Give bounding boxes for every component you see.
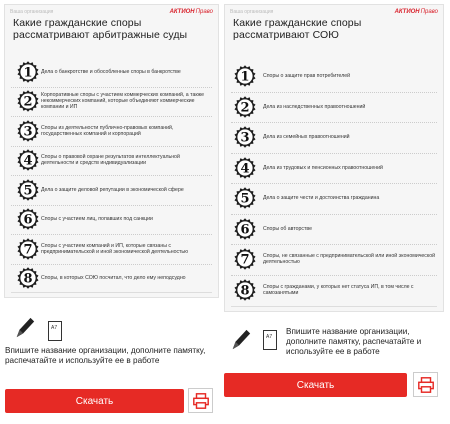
item-text: Дела из наследственных правоотношений [263, 103, 366, 110]
item-number: 2 [240, 100, 250, 116]
item-text: Споры с участием компаний и ИП, которые связаны с предпринимательской и иной экономической деятельностью [41, 242, 189, 255]
number-badge-icon [17, 208, 39, 230]
number-badge-icon [17, 179, 39, 201]
number-badge-icon [234, 65, 256, 87]
list-item [5, 205, 218, 235]
org-placeholder: Ваша организация [230, 8, 274, 15]
number-badge-icon [234, 248, 256, 270]
item-text: Корпоративные споры с участием коммерческих компаний, а также некоммерческих компаний, которые объединяют коммерческие компании и ИП [41, 91, 204, 111]
item-number: 6 [23, 212, 33, 228]
download-button[interactable]: Скачать [5, 389, 184, 413]
instruction-text: Впишите название организации, дополните памятку, распечатайте и используйте ее в работе [5, 346, 206, 365]
print-button[interactable] [413, 372, 438, 397]
pen-icon [14, 314, 36, 340]
list-item [225, 92, 443, 123]
number-badge-icon [17, 267, 39, 289]
item-number: 1 [23, 65, 33, 81]
list-item [225, 183, 443, 214]
list-item [5, 57, 218, 87]
brand-logo: АКТИОН Право [394, 8, 438, 15]
instruction-text: Впишите название организации, дополните памятку, распечатайте и используйте ее в работе [286, 327, 422, 356]
a7-sheet-icon: А7 [263, 330, 277, 350]
number-badge-icon [17, 238, 39, 260]
item-text: Споры с участием лиц, попавших под санкции [41, 216, 153, 223]
item-text: Споры с гражданами, у которых нет статуса ИП, в том числе с самозанятыми [263, 283, 414, 296]
item-number: 3 [240, 130, 250, 146]
brand-logo: АКТИОН Право [169, 8, 213, 15]
item-text: Дела из трудовых и пенсионных правоотношений [263, 164, 383, 171]
item-number: 8 [240, 283, 250, 299]
number-badge-icon [234, 126, 256, 148]
number-badge-icon [17, 61, 39, 83]
number-badge-icon [234, 96, 256, 118]
item-text: Дела о банкротстве и обособленные споры в банкротстве [41, 68, 181, 75]
item-text: Споры из деятельности публично-правовых компаний, государственных компаний и корпораций [41, 124, 174, 137]
number-badge-icon [234, 157, 256, 179]
item-text: Дела о защите деловой репутации в экономической сфере [41, 186, 184, 193]
org-placeholder: Ваша организация [10, 8, 54, 15]
number-badge-icon [17, 149, 39, 171]
memo-card-arbitration [4, 4, 219, 298]
number-badge-icon [17, 90, 39, 112]
list-item [5, 116, 218, 146]
list-item [225, 275, 443, 306]
list-item [225, 153, 443, 184]
item-number: 5 [240, 191, 250, 207]
number-badge-icon [234, 218, 256, 240]
memo-card-general-courts [224, 4, 444, 312]
item-number: 4 [240, 161, 250, 177]
list-item [5, 234, 218, 264]
item-text: Споры о защите прав потребителей [263, 73, 351, 80]
item-text: Дела о защите чести и достоинства гражданина [263, 195, 380, 202]
item-number: 6 [240, 222, 250, 238]
list-item [5, 175, 218, 205]
list-item [5, 264, 218, 294]
number-badge-icon [17, 120, 39, 142]
a7-sheet-icon: А7 [48, 321, 62, 341]
list-item [5, 146, 218, 176]
number-badge-icon [234, 187, 256, 209]
item-number: 3 [23, 124, 33, 140]
item-number: 7 [23, 242, 33, 258]
list-item [225, 61, 443, 92]
item-text: Споры о правовой охране результатов интеллектуальной деятельности и средств индивидуализации [41, 154, 180, 167]
item-number: 2 [23, 94, 33, 110]
item-number: 5 [23, 183, 33, 199]
item-text: Споры, в которых СОЮ посчитал, что дело ему неподсудно [41, 275, 186, 282]
list-item [225, 214, 443, 245]
print-button[interactable] [188, 388, 213, 413]
list-item [5, 87, 218, 117]
pen-icon [230, 326, 252, 352]
item-number: 8 [23, 271, 33, 287]
item-text: Споры об авторстве [263, 225, 312, 232]
printer-icon [192, 392, 210, 410]
item-number: 7 [240, 252, 250, 268]
card-title: Какие гражданские споры рассматривают СОЮ [233, 17, 362, 41]
item-text: Споры, не связанные с предпринимательской или иной экономической деятельностью [263, 253, 436, 266]
list-item [225, 244, 443, 275]
number-badge-icon [234, 279, 256, 301]
item-number: 4 [23, 153, 33, 169]
printer-icon [417, 376, 435, 394]
item-text: Дела из семейных правоотношений [263, 134, 350, 141]
download-button[interactable]: Скачать [224, 373, 407, 397]
list-item [225, 122, 443, 153]
card-title: Какие гражданские споры рассматривают арбитражные суды [13, 17, 188, 41]
item-number: 1 [240, 69, 250, 85]
